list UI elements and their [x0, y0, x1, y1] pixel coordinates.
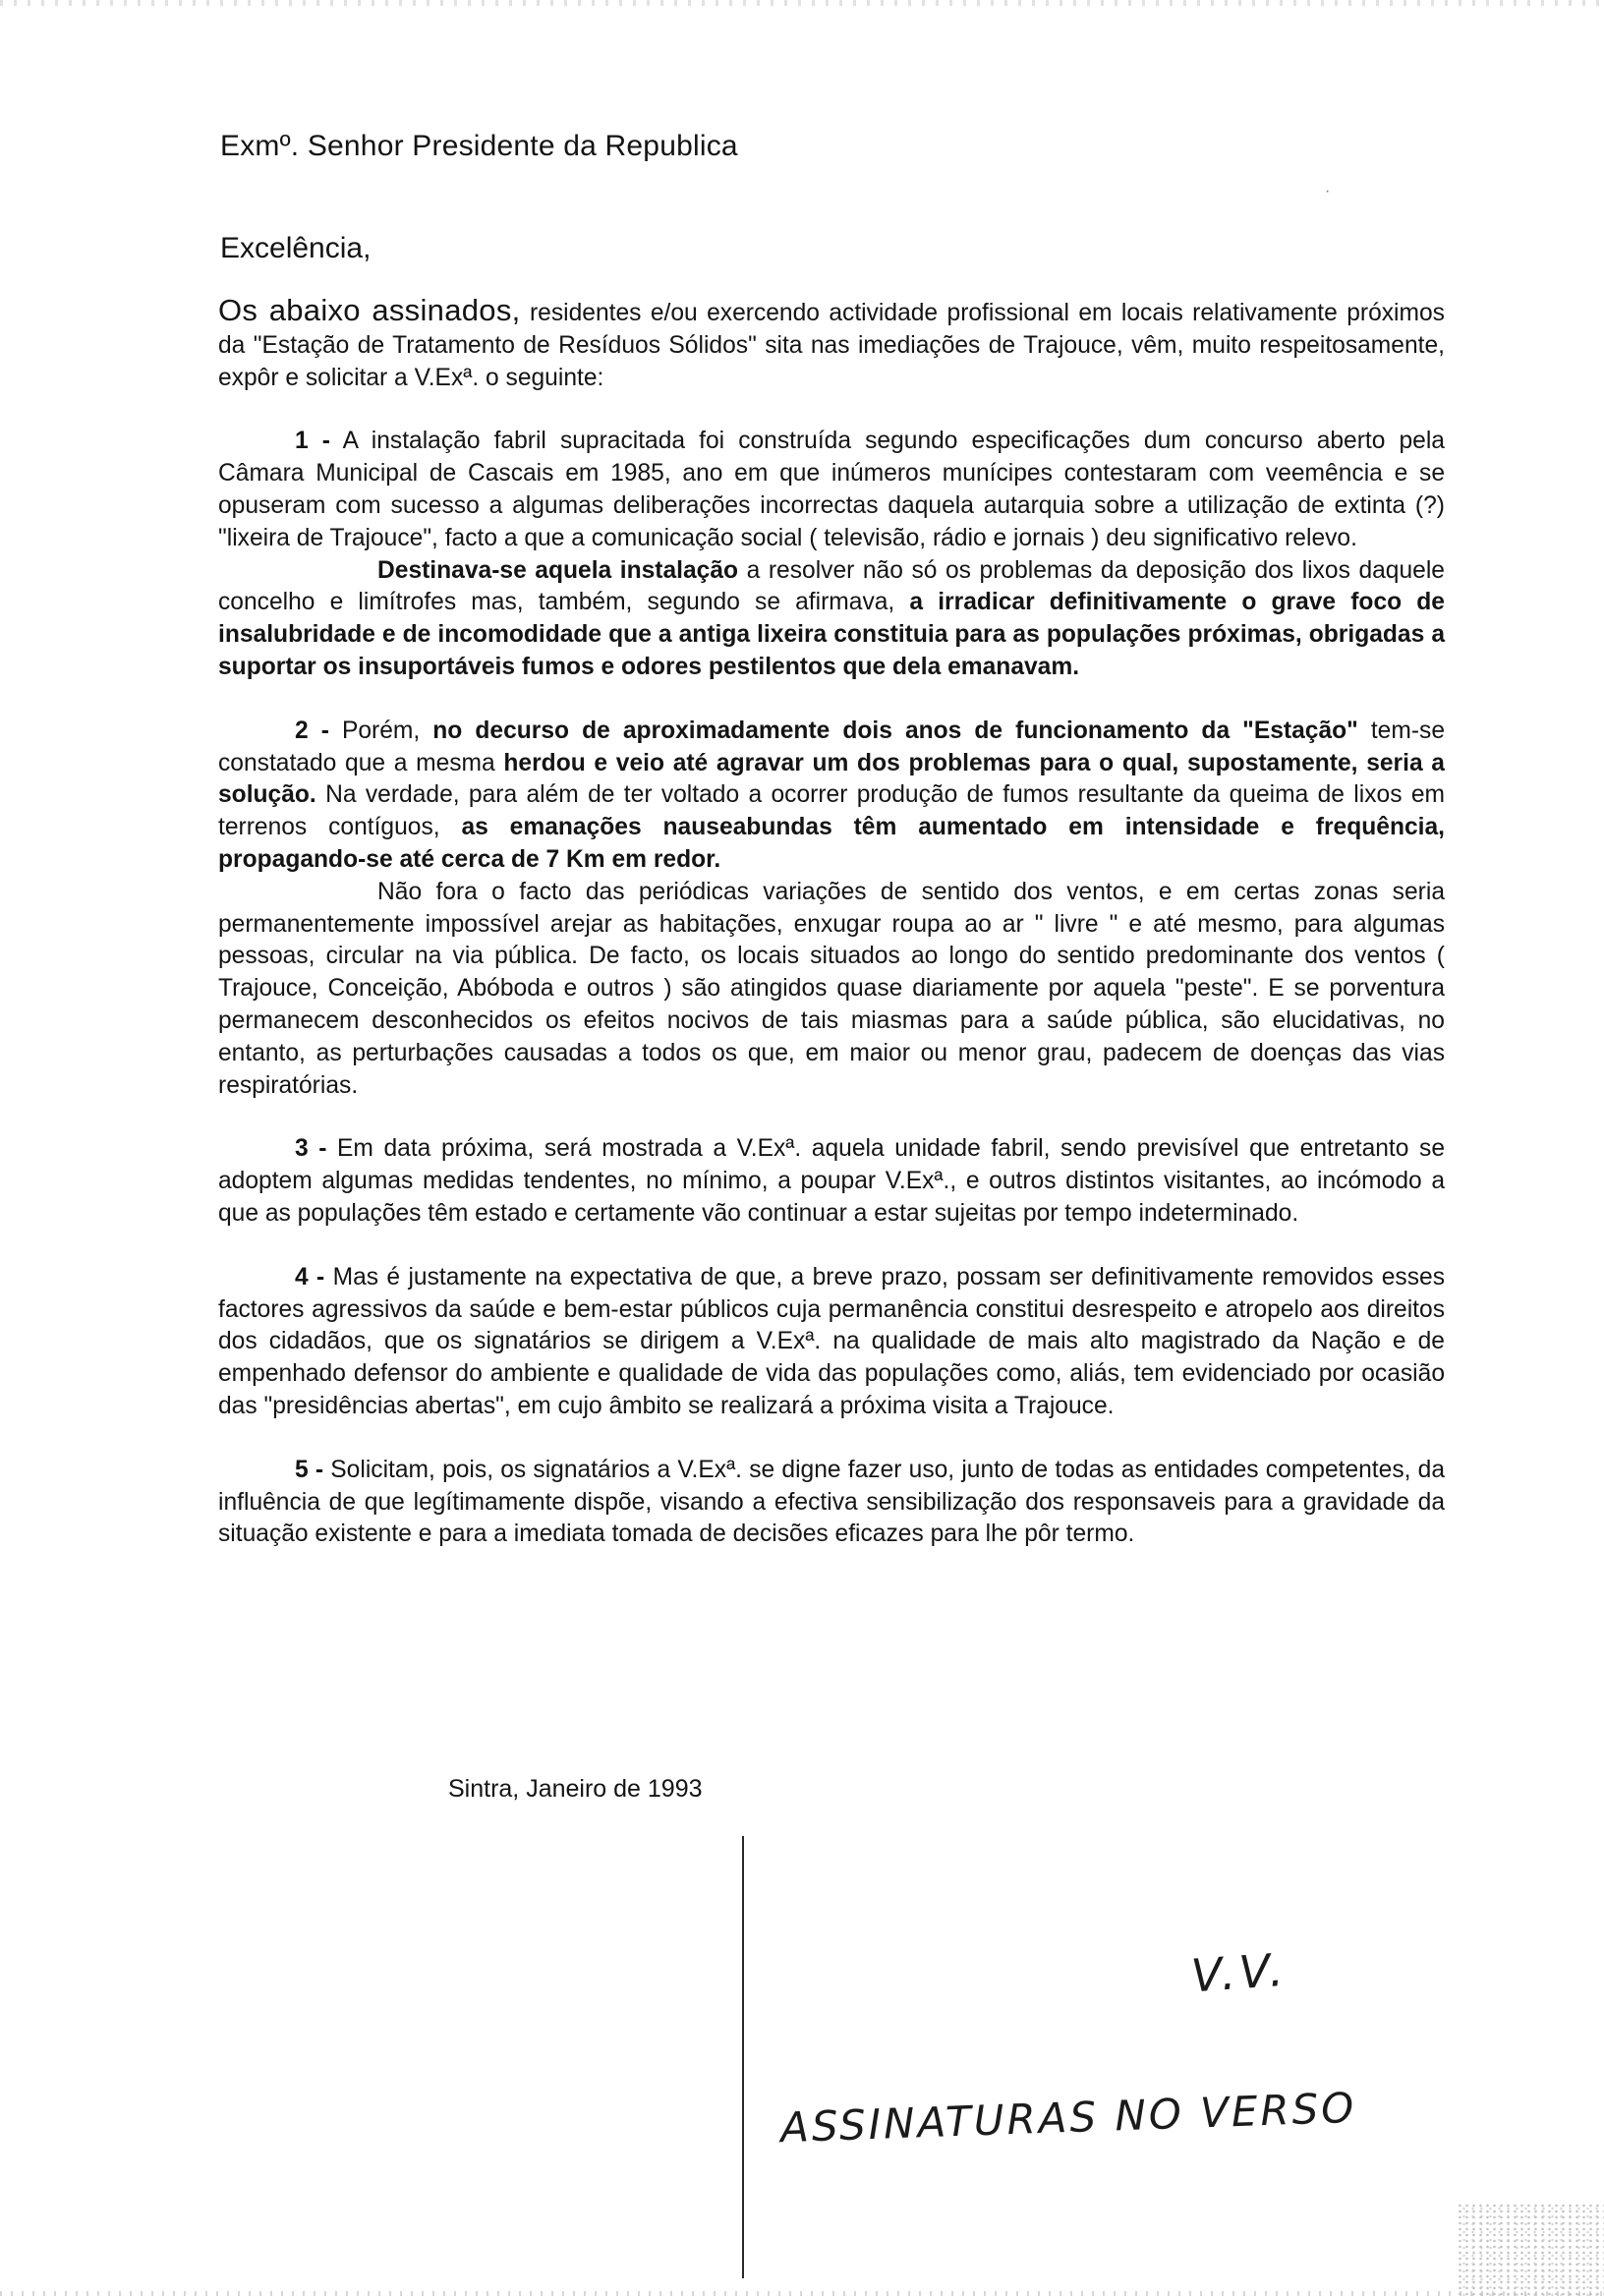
intro-paragraph — [218, 295, 1445, 394]
scan-top-edge — [0, 0, 1604, 6]
intro-lead: Os abaixo assinados, — [218, 293, 521, 327]
paragraph-5-text: Solicitam, pois, os signatários a V.Exª. se digne fazer uso, junto de todas as entidades competentes, da influência de que legítimamente dispõe, visando a efectiva sensibilização dos responsaveis para a gravidade da situação existente e para a imediata tomada de decisões eficazes para lhe pôr termo. — [218, 1456, 1446, 1548]
paragraph-4 — [218, 1262, 1445, 1423]
paragraph-4-text: Mas é justamente na expectativa de que, a breve prazo, possam ser definitivamente removidos esses factores agressivos da saúde e bem-estar públicos cuja permanência constitui desrespeito e atropelo aos direitos dos cidadãos, que os signatários se dirigem a V.Exª. na qualidade de mais alto magistrado da Nação e de empenhado defensor do ambiente e qualidade de vida das populações como, aliás, tem evidenciado por ocasião das "presidências abertas", em cujo âmbito se realizará a próxima visita a Trajouce. — [218, 1263, 1445, 1419]
paragraph-2 — [218, 716, 1445, 877]
handwritten-note: ASSINATURAS NO VERSO — [779, 2083, 1358, 2152]
paragraph-3-text: Em data próxima, será mostrada a V.Exª. aquela unidade fabril, sendo previsível que entretanto se adoptem algumas medidas tendentes, no mínimo, a poupar V.Exª., e outros distintos visitantes, ao incómodo a que as populações têm estado e certamente vão continuar a estar sujeitas por tempo indeterminado. — [218, 1135, 1445, 1227]
paragraph-1 — [218, 426, 1445, 554]
paragraph-4-number: 4 - — [295, 1263, 325, 1291]
place-date: Sintra, Janeiro de 1993 — [448, 1775, 703, 1803]
letter-body — [218, 295, 1445, 1582]
paragraph-3-number: 3 - — [295, 1135, 327, 1163]
salutation: Exmº. Senhor Presidente da Republica — [220, 130, 738, 162]
handwritten-initials: V.V. — [1189, 1942, 1289, 2003]
paragraph-2-bold-3: as emanações nauseabundas têm aumentado em intensidade e frequência, propagando-se até cerca de 7 Km em redor. — [218, 814, 1445, 873]
paragraph-1-number: 1 - — [295, 428, 330, 455]
paragraph-2-text-1: Porém, — [328, 717, 433, 744]
greeting: Excelência, — [220, 232, 372, 264]
paragraph-1b — [218, 555, 1445, 684]
paragraph-2-text-2: tem-se constatado que a mesma — [218, 717, 1446, 776]
paragraph-1b-bold-2: a irradicar definitivamente o grave foco de insalubridade e de incomodidade que a antiga lixeira constituia para as populações próximas, obrigadas a suportar os insuportáveis fumos e odores pestilentos que dela emanavam. — [218, 589, 1445, 680]
paragraph-2-bold-2: herdou e veio até agravar um dos problemas para o qual, supostamente, seria a solução. — [218, 749, 1445, 809]
paragraph-3 — [218, 1133, 1445, 1230]
scan-noise — [1457, 2203, 1604, 2296]
paragraph-1-text: A instalação fabril supracitada foi construída segundo especificações dum concurso aberto pela Câmara Municipal de Cascais em 1985, ano em que inúmeros munícipes contestaram com veemência e se opuseram com sucesso a algumas deliberações incorrectas daquela autarquia sobre a utilização de extinta (?) "lixeira de Trajouce", facto a que a comunicação social ( televisão, rádio e jornais ) deu significativo relevo. — [218, 428, 1445, 551]
paragraph-2-number: 2 - — [295, 717, 329, 744]
paragraph-2b: Não fora o facto das periódicas variações de sentido dos ventos, e em certas zonas seria permanentemente impossível arejar as habitações, enxugar roupa ao ar " livre " e até mesmo, para algumas pessoas, circular na via pública. De facto, os locais situados ao longo do sentido predominante dos ventos ( Trajouce, Conceição, Abóboda e outros ) são atingidos quase diariamente por aquela "peste". E se porventura permanecem desconhecidos os efeitos nocivos de tais miasmas para a saúde pública, são elucidativas, no entanto, as perturbações causadas a todos os que, em maior ou menor grau, padecem de doenças das vias respiratórias. — [218, 878, 1445, 1099]
paragraph-2-bold-1: no decurso de aproximadamente dois anos de funcionamento da "Estação" — [432, 717, 1358, 744]
intro-text: residentes e/ou exercendo actividade profissional em locais relativamente próximos da "Estação de Tratamento de Resíduos Sólidos" sita nas imediações de Trajouce, vêm, muito respeitosamente, expôr e solicitar a V.Exª. o seguinte: — [218, 300, 1445, 391]
paragraph-5-number: 5 - — [295, 1456, 324, 1483]
paragraph-2-text-3: Na verdade, para além de ter voltado a ocorrer produção de fumos resultante da queima de lixos em terrenos contíguos, — [218, 781, 1445, 841]
stray-mark: · — [1325, 183, 1331, 200]
paragraph-1b-bold-1: Destinava-se aquela instalação — [377, 556, 739, 584]
signature-divider-line — [742, 1836, 744, 2278]
paragraph-1b-text-1: a resolver não só os problemas da deposição dos lixos daquele concelho e limítrofes mas, também, segundo se afirmava, — [218, 556, 1445, 616]
scan-bottom-edge — [0, 2291, 1604, 2296]
paragraph-5 — [218, 1455, 1445, 1551]
